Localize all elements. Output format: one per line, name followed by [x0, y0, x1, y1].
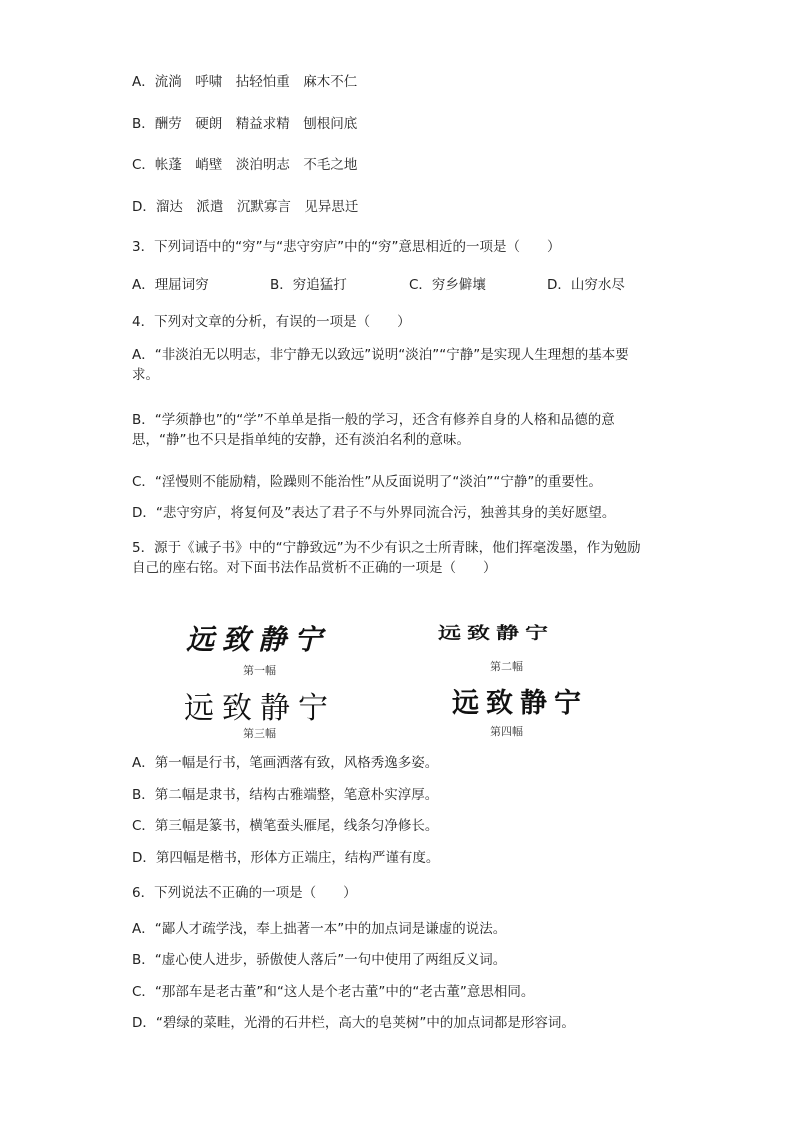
q3-option-b: B．穷追猛打	[270, 277, 347, 293]
calligraphy-caption-1: 第一幅	[243, 664, 276, 677]
calligraphy-work-1: 远致静宁	[186, 623, 331, 656]
q2-option-a: A．流淌 呼啸 拈轻怕重 麻木不仁	[132, 74, 358, 90]
q5-option-b: B．第二幅是隶书，结构古雅端整，笔意朴实淳厚。	[132, 787, 439, 803]
q5-option-c: C．第三幅是篆书，横笔蚕头雁尾，线条匀净修长。	[132, 818, 439, 834]
q3-options	[132, 275, 625, 295]
q2-option-d: D．溜达 派遣 沉默寡言 见异思迁	[132, 199, 359, 215]
q5-stem: 5．源于《诫子书》中的“宁静致远”为不少有识之士所青睐，他们挥毫泼墨，作为勉励自己的座右铭。对下面书法作品赏析不正确的一项是（ ）	[132, 540, 641, 576]
q6-stem: 6．下列说法不正确的一项是（ ）	[132, 885, 357, 901]
q4-stem: 4．下列对文章的分析，有误的一项是（ ）	[132, 314, 411, 330]
q4-option-c: C．“淫慢则不能励精，险躁则不能治性”从反面说明了“淡泊”“宁静”的重要性。	[132, 474, 602, 490]
q6-option-c: C．“那部车是老古董”和“这人是个老古董”中的“老古董”意思相同。	[132, 984, 535, 1000]
q6-option-a: A．“鄙人才疏学浅，奉上拙著一本”中的加点词是谦虚的说法。	[132, 921, 507, 937]
q6-option-d: D．“碧绿的菜畦，光滑的石井栏，高大的皂荚树”中的加点词都是形容词。	[132, 1015, 575, 1031]
q3-option-d: D．山穷水尽	[547, 277, 625, 293]
calligraphy-work-3: 远致静宁	[184, 691, 336, 726]
calligraphy-caption-2: 第二幅	[490, 660, 523, 673]
calligraphy-caption-3: 第三幅	[243, 727, 276, 740]
q4-option-b: B．“学须静也”的“学”不单单是指一般的学习，还含有修养自身的人格和品德的意思，“静”也不只是指单纯的安静，还有淡泊名利的意味。	[132, 412, 615, 448]
q3-option-c: C．穷乡僻壤	[409, 277, 486, 293]
q5-option-a: A．第一幅是行书，笔画洒落有致，风格秀逸多姿。	[132, 755, 439, 771]
calligraphy-work-2: 远致静宁	[438, 623, 554, 644]
q3-stem: 3．下列词语中的“穷”与“悲守穷庐”中的“穷”意思相近的一项是（ ）	[132, 239, 561, 255]
q6-option-b: B．“虚心使人进步，骄傲使人落后”一句中使用了两组反义词。	[132, 952, 507, 968]
calligraphy-caption-4: 第四幅	[490, 725, 523, 738]
q4-option-a: A．“非淡泊无以明志，非宁静无以致远”说明“淡泊”“宁静”是实现人生理想的基本要求。	[132, 347, 629, 383]
q4-option-d: D．“悲守穷庐，将复何及”表达了君子不与外界同流合污，独善其身的美好愿望。	[132, 505, 616, 521]
q2-option-c: C．帐蓬 峭壁 淡泊明志 不毛之地	[132, 157, 358, 173]
q2-option-b: B．酬劳 硬朗 精益求精 刨根问底	[132, 116, 358, 132]
q5-option-d: D．第四幅是楷书，形体方正端庄，结构严谨有度。	[132, 850, 440, 866]
calligraphy-work-4: 远致静宁	[452, 688, 588, 719]
q3-option-a: A．理屈词穷	[132, 277, 209, 293]
